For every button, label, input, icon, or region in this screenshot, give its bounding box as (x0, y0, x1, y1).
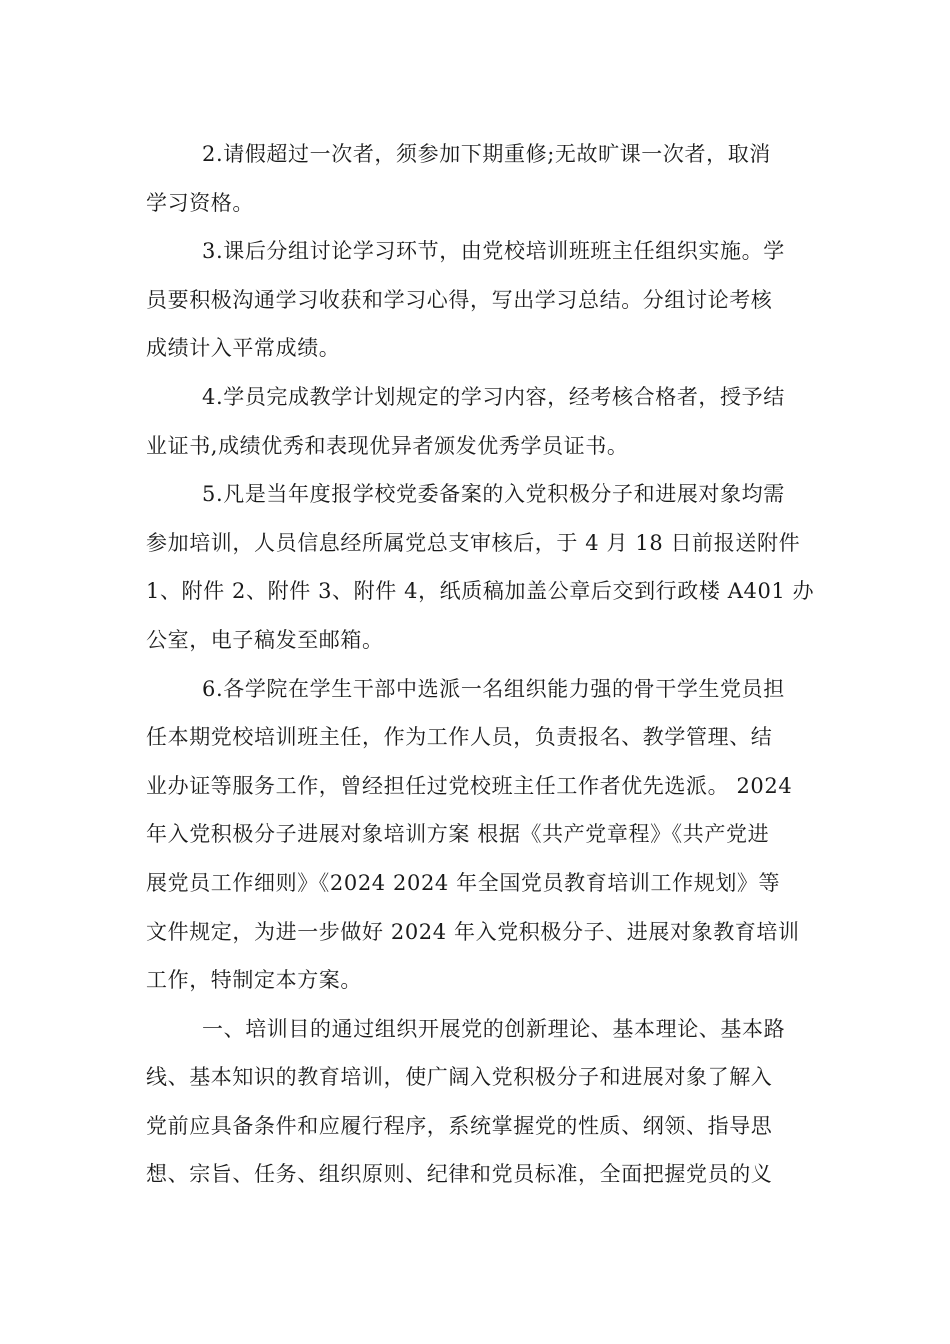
text-line: 业办证等服务工作，曾经担任过党校班主任工作者优先选派。 2024 (146, 773, 793, 798)
text-line: 5.凡是当年度报学校党委备案的入党积极分子和进展对象均需 (202, 482, 785, 507)
text-line: 任本期党校培训班主任，作为工作人员，负责报名、教学管理、结 (146, 725, 773, 750)
text-line: 业证书,成绩优秀和表现优异者颁发优秀学员证书。 (146, 433, 629, 458)
text-line: 线、基本知识的教育培训，使广阔入党积极分子和进展对象了解入 (146, 1065, 773, 1090)
text-line: 党前应具备条件和应履行程序，系统掌握党的性质、纲领、指导思 (146, 1113, 773, 1138)
paragraph-5 (146, 470, 815, 664)
paragraph-2 (146, 130, 812, 227)
text-line: 公室，电子稿发至邮箱。 (146, 627, 384, 652)
paragraph-4 (146, 373, 812, 470)
text-line: 一、培训目的通过组织开展党的创新理论、基本理论、基本路 (202, 1016, 786, 1041)
text-line: 1、附件 2、附件 3、附件 4，纸质稿加盖公章后交到行政楼 A401 办 (146, 579, 815, 604)
text-line: 员要积极沟通学习收获和学习心得，写出学习总结。分组讨论考核 (146, 287, 773, 312)
paragraph-6 (146, 665, 812, 1005)
document-body (146, 130, 815, 1199)
paragraph-3 (146, 227, 812, 373)
text-line: 年入党积极分子进展对象培训方案 根据《共产党章程》《共产党进 (146, 822, 770, 847)
text-line: 4.学员完成教学计划规定的学习内容，经考核合格者，授予结 (202, 384, 785, 409)
paragraph-training-purpose (146, 1005, 812, 1199)
text-line: 文件规定，为进一步做好 2024 年入党积极分子、进展对象教育培训 (146, 919, 800, 944)
text-line: 成绩计入平常成绩。 (146, 336, 341, 361)
text-line: 3.课后分组讨论学习环节，由党校培训班班主任组织实施。学 (202, 239, 785, 264)
text-line: 想、宗旨、任务、组织原则、纪律和党员标准，全面把握党员的义 (146, 1162, 773, 1187)
text-line: 展党员工作细则》《2024 2024 年全国党员教育培训工作规划》等 (146, 870, 781, 895)
text-line: 工作，特制定本方案。 (146, 968, 362, 993)
text-line: 2.请假超过一次者，须参加下期重修;无故旷课一次者，取消 (202, 142, 771, 166)
text-line: 参加培训，人员信息经所属党总支审核后，于 4 月 18 日前报送附件 (146, 530, 801, 555)
text-line: 学习资格。 (146, 190, 254, 215)
text-line: 6.各学院在学生干部中选派一名组织能力强的骨干学生党员担 (202, 676, 785, 701)
